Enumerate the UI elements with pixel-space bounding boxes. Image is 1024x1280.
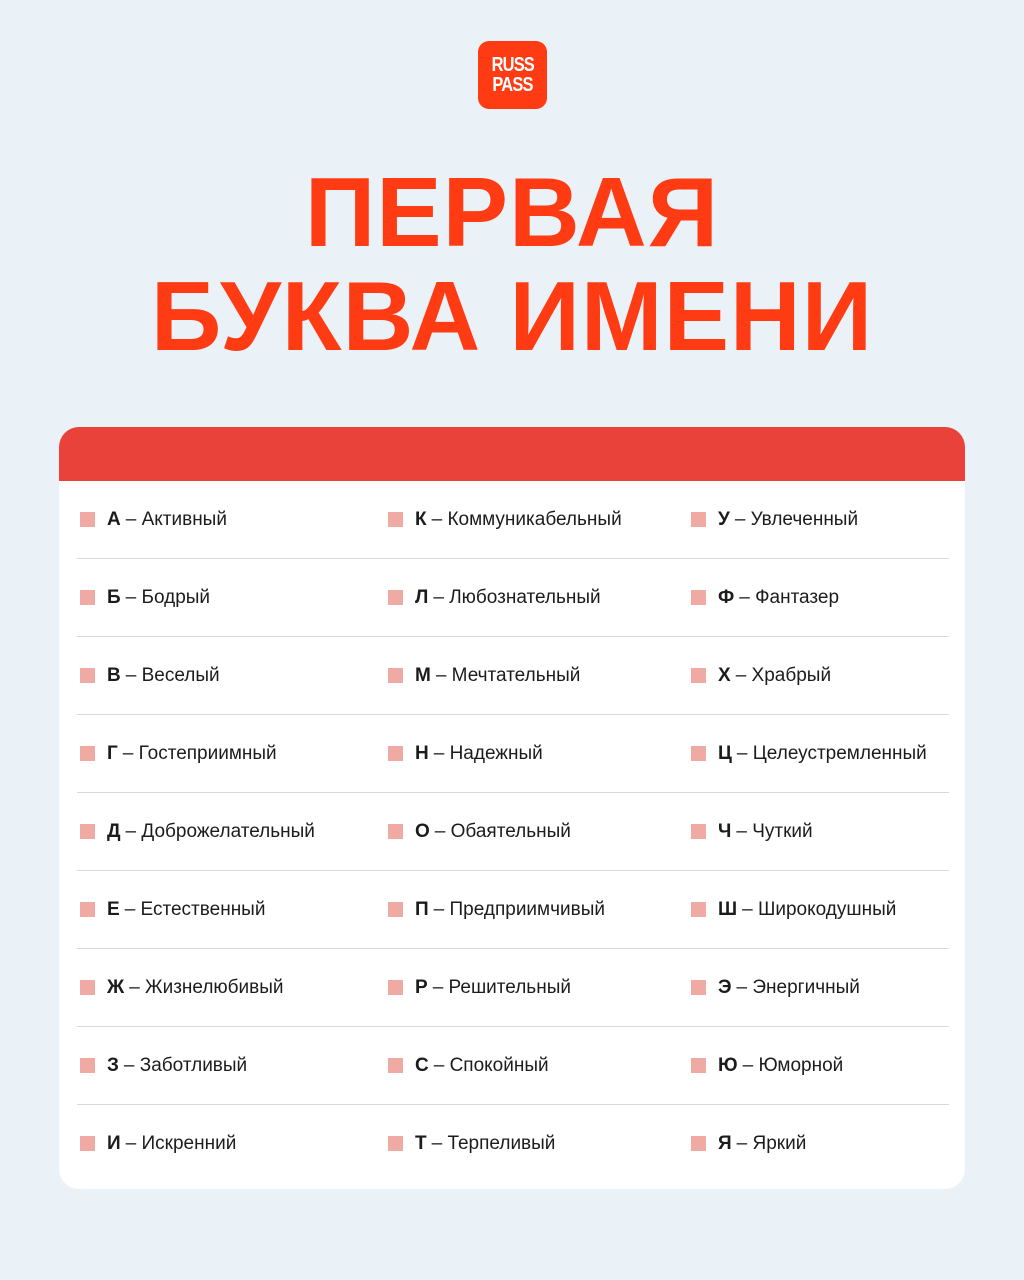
entry-letter: У xyxy=(718,508,730,530)
bullet-square-icon xyxy=(388,980,403,995)
letter-entry xyxy=(388,715,543,792)
letter-entry xyxy=(388,637,580,714)
bullet-square-icon xyxy=(388,590,403,605)
entry-word: – Искренний xyxy=(125,1132,237,1154)
entry-letter: Я xyxy=(718,1132,732,1154)
letter-entry xyxy=(388,1027,549,1104)
entry-letter: Ш xyxy=(718,898,738,920)
letter-entry xyxy=(691,1105,806,1182)
entry-letter: В xyxy=(107,664,121,686)
card-header-bar xyxy=(59,427,965,481)
entry-word: – Жизнелюбивый xyxy=(129,976,284,998)
letter-entry xyxy=(691,481,858,558)
letter-entry xyxy=(388,871,605,948)
logo-line-1: RUSS xyxy=(491,54,534,76)
entry-letter: З xyxy=(107,1054,119,1076)
bullet-square-icon xyxy=(388,512,403,527)
entry-letter: Ж xyxy=(107,976,125,998)
letter-table-card xyxy=(59,427,965,1189)
letter-entry xyxy=(388,481,622,558)
entry-letter: О xyxy=(415,820,430,842)
bullet-square-icon xyxy=(388,1058,403,1073)
entry-word: – Мечтательный xyxy=(435,664,581,686)
entry-word: – Коммуникабельный xyxy=(431,508,622,530)
entry-letter: Ц xyxy=(718,742,732,764)
bullet-square-icon xyxy=(388,902,403,917)
entry-word: – Чуткий xyxy=(736,820,813,842)
bullet-square-icon xyxy=(691,590,706,605)
entry-word: – Храбрый xyxy=(735,664,832,686)
entry-word: – Гостеприимный xyxy=(122,742,277,764)
table-row xyxy=(77,793,949,871)
bullet-square-icon xyxy=(80,1136,95,1151)
letter-entry xyxy=(80,871,265,948)
entry-letter: Л xyxy=(415,586,429,608)
bullet-square-icon xyxy=(691,668,706,683)
entry-word: – Обаятельный xyxy=(434,820,571,842)
bullet-square-icon xyxy=(80,590,95,605)
letter-entry xyxy=(80,949,284,1026)
entry-letter: С xyxy=(415,1054,429,1076)
bullet-square-icon xyxy=(691,824,706,839)
bullet-square-icon xyxy=(388,824,403,839)
letter-entry xyxy=(80,715,277,792)
table-row xyxy=(77,949,949,1027)
entry-letter: М xyxy=(415,664,431,686)
entry-letter: Г xyxy=(107,742,118,764)
bullet-square-icon xyxy=(80,1058,95,1073)
letter-entry xyxy=(691,871,896,948)
logo-line-2: PASS xyxy=(492,74,533,96)
entry-word: – Увлеченный xyxy=(734,508,859,530)
entry-letter: Ю xyxy=(718,1054,738,1076)
entry-word: – Бодрый xyxy=(125,586,211,608)
entry-letter: Х xyxy=(718,664,731,686)
bullet-square-icon xyxy=(691,980,706,995)
bullet-square-icon xyxy=(80,902,95,917)
table-row xyxy=(77,1105,949,1183)
letter-entry xyxy=(691,559,839,636)
entry-word: – Заботливый xyxy=(123,1054,248,1076)
bullet-square-icon xyxy=(80,512,95,527)
table-row xyxy=(77,871,949,949)
table-row xyxy=(77,559,949,637)
bullet-square-icon xyxy=(388,1136,403,1151)
letter-entry xyxy=(80,559,210,636)
entry-word: – Фантазер xyxy=(739,586,840,608)
letter-entry xyxy=(691,793,813,870)
letter-entry xyxy=(691,1027,843,1104)
entry-letter: Ч xyxy=(718,820,732,842)
entry-letter: Р xyxy=(415,976,428,998)
table-row xyxy=(77,481,949,559)
bullet-square-icon xyxy=(691,746,706,761)
entry-word: – Широкодушный xyxy=(742,898,897,920)
entry-word: – Надежный xyxy=(433,742,543,764)
letter-table xyxy=(77,481,949,1183)
letter-entry xyxy=(80,1105,236,1182)
table-row xyxy=(77,1027,949,1105)
bullet-square-icon xyxy=(80,824,95,839)
letter-entry xyxy=(691,715,927,792)
letter-entry xyxy=(691,949,860,1026)
bullet-square-icon xyxy=(80,668,95,683)
bullet-square-icon xyxy=(80,746,95,761)
entry-word: – Решительный xyxy=(432,976,571,998)
entry-letter: Б xyxy=(107,586,121,608)
bullet-square-icon xyxy=(691,1058,706,1073)
entry-letter: И xyxy=(107,1132,121,1154)
entry-word: – Юморной xyxy=(742,1054,844,1076)
bullet-square-icon xyxy=(388,746,403,761)
entry-word: – Яркий xyxy=(736,1132,807,1154)
bullet-square-icon xyxy=(691,902,706,917)
entry-letter: Э xyxy=(718,976,732,998)
bullet-square-icon xyxy=(80,980,95,995)
entry-letter: Е xyxy=(107,898,120,920)
letter-entry xyxy=(388,793,571,870)
bullet-square-icon xyxy=(691,1136,706,1151)
entry-letter: Д xyxy=(107,820,121,842)
entry-word: – Терпеливый xyxy=(431,1132,556,1154)
entry-word: – Естественный xyxy=(124,898,266,920)
entry-word: – Предприимчивый xyxy=(433,898,605,920)
entry-letter: П xyxy=(415,898,429,920)
letter-entry xyxy=(80,481,227,558)
entry-word: – Активный xyxy=(125,508,227,530)
russpass-logo xyxy=(478,41,547,109)
entry-letter: А xyxy=(107,508,121,530)
letter-entry xyxy=(80,793,315,870)
bullet-square-icon xyxy=(388,668,403,683)
page-title xyxy=(0,157,1024,371)
entry-word: – Спокойный xyxy=(433,1054,549,1076)
entry-letter: Н xyxy=(415,742,429,764)
entry-word: – Любознательный xyxy=(433,586,601,608)
entry-letter: Ф xyxy=(718,586,735,608)
letter-entry xyxy=(80,1027,247,1104)
letter-entry xyxy=(388,1105,555,1182)
letter-entry xyxy=(691,637,831,714)
letter-entry xyxy=(388,559,601,636)
entry-letter: Т xyxy=(415,1132,427,1154)
bullet-square-icon xyxy=(691,512,706,527)
title-line-1: ПЕРВАЯ xyxy=(304,157,720,267)
letter-entry xyxy=(80,637,220,714)
entry-word: – Доброжелательный xyxy=(125,820,315,842)
entry-word: – Целеустремленный xyxy=(736,742,927,764)
title-line-2: БУКВА ИМЕНИ xyxy=(150,261,874,371)
entry-word: – Энергичный xyxy=(736,976,860,998)
table-row xyxy=(77,637,949,715)
letter-entry xyxy=(388,949,571,1026)
entry-word: – Веселый xyxy=(125,664,220,686)
table-row xyxy=(77,715,949,793)
entry-letter: К xyxy=(415,508,427,530)
